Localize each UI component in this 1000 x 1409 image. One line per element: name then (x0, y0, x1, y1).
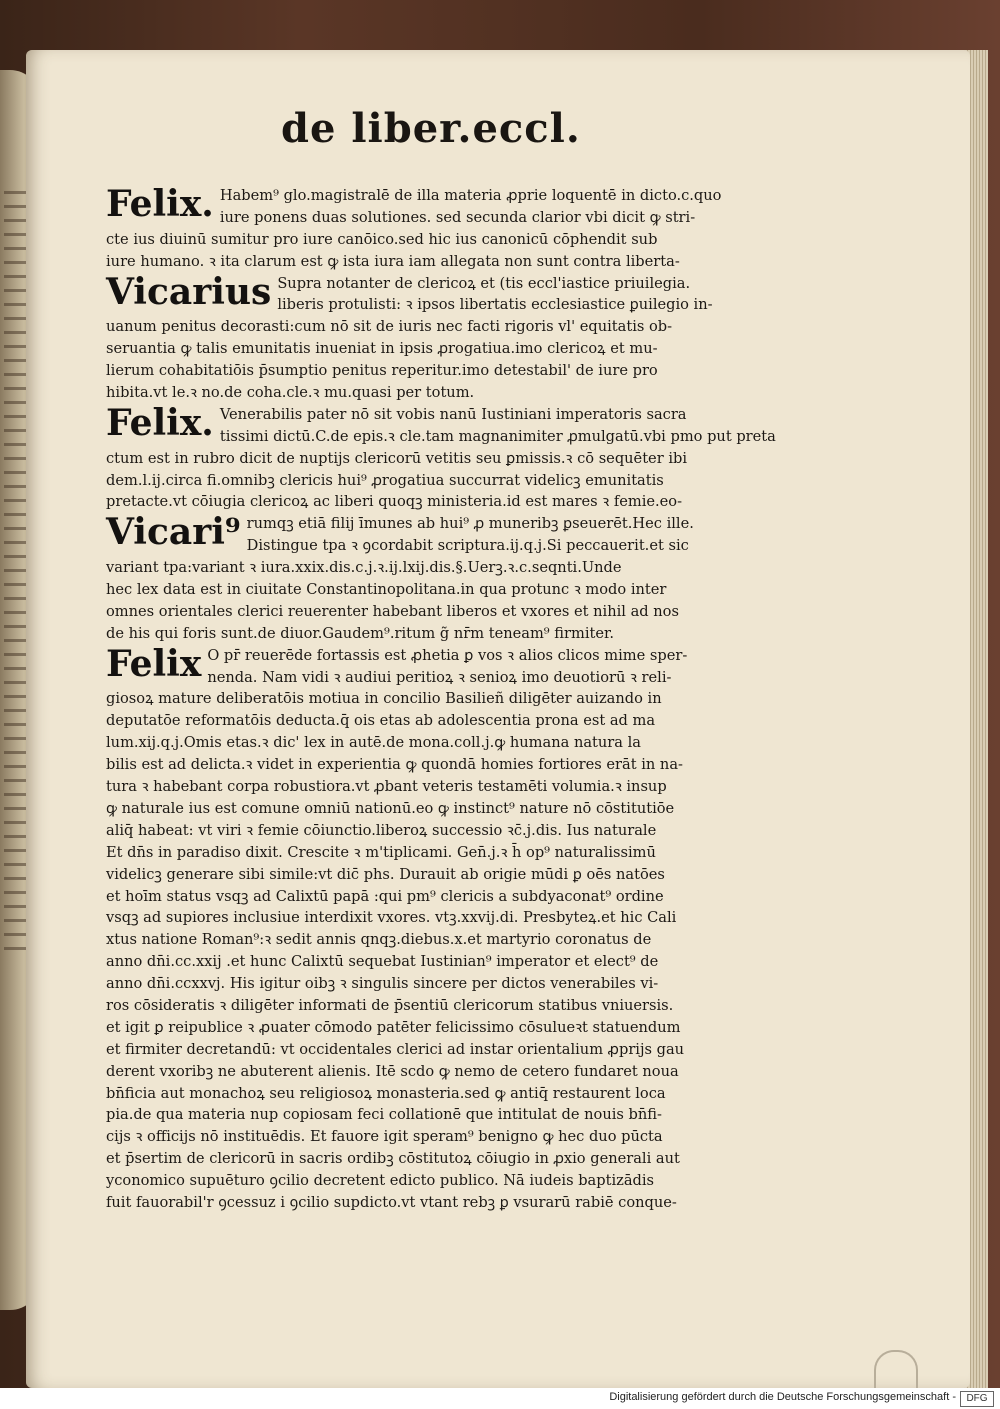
text-line: ꝙ naturale ius est comune omniū nationū.eo ꝙ instinct⁹ nature nō cōstitutiōe (106, 799, 675, 817)
text-line: ros cōsideratis ꝛ diligēter informati de p̄sentiū clericorum statibus vniuersis. (106, 996, 674, 1014)
text-line: uanum penitus decorasti:cum nō sit de iuris nec facti rigoris vl' equitatis ob- (106, 318, 673, 336)
speaker-name: Felix. (106, 401, 214, 444)
text-line: iure ponens duas solutiones. sed secunda clarior vbi dicit ꝙ stri- (219, 208, 696, 226)
dialogue-block (106, 513, 786, 644)
text-line: bn̄ficia aut monachoꝝ seu religiosoꝝ monasteria.sed ꝙ antiq̄ restaurent loca (106, 1084, 666, 1102)
running-header: de liber.eccl. (281, 105, 581, 152)
text-line: yconomico supuēturo ꝯcilio decretent edicto publico. Nā iudeis baptizādis (106, 1172, 655, 1190)
text-line: pretacte.vt cōiugia clericoꝝ ac liberi quoqꝫ ministeria.id est mares ꝛ femie.eo- (106, 493, 683, 511)
text-line: et firmiter decretandū: vt occidentales clerici ad instar orientalium ꝓprijs gau (106, 1040, 685, 1058)
dialogue-block (106, 401, 786, 513)
text-line: Habem⁹ glo.magistralē de illa materia ꝓprie loquentē in dicto.c.quo (219, 187, 722, 204)
speaker-name: Vicari⁹ (106, 511, 241, 554)
text-line: anno dn̄i.ccxxvj. His igitur oibꝫ ꝛ singulis sincere per dictos venerabiles vi- (106, 975, 659, 993)
text-line: nenda. Nam vidi ꝛ audiui peritioꝝ ꝛ senioꝝ imo deuotiorū ꝛ reli- (207, 668, 672, 686)
footer-bar (0, 1388, 1000, 1409)
text-line: cijs ꝛ officijs nō instituēdis. Et fauore igit speram⁹ benigno ꝙ hec duo pūcta (106, 1128, 663, 1146)
text-line: Distingue tpa ꝛ ꝯcordabit scriptura.ij.q.j.Si peccauerit.et sic (246, 537, 689, 555)
text-line: pia.de qua materia nup copiosam feci collationē que intitulat de nouis bn̄fi- (106, 1106, 662, 1124)
text-line: cte ius diuinū sumitur pro iure canōico.sed hic ius canonicū cōphendit sub (106, 230, 658, 248)
speaker-name: Felix. (106, 183, 214, 225)
main-text (106, 185, 786, 1214)
text-line: derent vxoribꝫ ne abuterent alienis. Itē scdo ꝙ nemo de cetero fundaret noua (106, 1062, 679, 1080)
dfg-logo: DFG (960, 1391, 994, 1407)
dialogue-block (106, 642, 786, 1214)
text-line: videlicꝫ generare sibi simile:vt dic̄ phs. Durauit ab origie mūdi ꝑ oēs natōes (106, 865, 665, 883)
text-line: hibita.vt le.ꝛ no.de coha.cle.ꝛ mu.quasi per totum. (106, 384, 475, 402)
text-line: bilis est ad delicta.ꝛ videt in experientia ꝙ quondā homies fortiores erāt in na- (106, 756, 683, 774)
footer-credit: Digitalisierung gefördert durch die Deutsche Forschungsgemeinschaft - (609, 1391, 956, 1403)
text-line: dem.l.ij.circa fi.omnibꝫ clericis hui⁹ ꝓrogatiua succurrat videlicꝫ emunitatis (106, 471, 664, 489)
text-line: de his qui foris sunt.de diuor.Gaudem⁹.ritum g̃ nr̄m teneam⁹ firmiter. (106, 624, 615, 642)
speaker-name: Vicarius (106, 270, 272, 313)
text-line: Et dn̄s in paradiso dixit. Crescite ꝛ m'tiplicami. Gen̄.j.ꝛ h̄ op⁹ naturalissimū (106, 843, 656, 861)
text-line: vsqꝫ ad supiores inclusiue interdixit vxores. vtꝫ.xxvij.di. Presbyteꝝ.et hic Cali (106, 909, 677, 927)
text-line: seruantia ꝙ talis emunitatis inueniat in ipsis ꝓrogatiua.imo clericoꝝ et mu- (106, 340, 658, 358)
text-line: deputatōe reformatōis deducta.q̄ ois etas ab adolescentia prona est ad ma (106, 712, 656, 730)
text-line: Supra notanter de clericoꝝ et (tis eccl'iastice priuilegia. (277, 274, 691, 292)
text-line: xtus natione Roman⁹:ꝛ sedit annis qnqꝫ.diebus.x.et martyrio coronatus de (106, 931, 652, 949)
text-line: fuit fauorabil'r ꝯcessuz i ꝯcilio supdicto.vt vtant rebꝫ ꝑ vsurarū rabiē conque- (106, 1193, 677, 1211)
book-page (26, 50, 970, 1388)
text-line: lum.xij.q.j.Omis etas.ꝛ dic' lex in autē.de mona.coll.j.ꝙ humana natura la (106, 734, 641, 752)
text-line: hec lex data est in ciuitate Constantinopolitana.in qua protunc ꝛ modo inter (106, 581, 667, 599)
text-line: iure humano. ꝛ ita clarum est ꝙ ista iura iam allegata non sunt contra liberta- (106, 252, 680, 270)
text-line: liberis protulisti: ꝛ ipsos libertatis ecclesiastice ꝑuilegio in- (277, 296, 713, 314)
text-line: tura ꝛ habebant corpa robustiora.vt ꝓbant veteris testamēti volumia.ꝛ insup (106, 778, 667, 796)
text-line: variant tpa:variant ꝛ iura.xxix.dis.c.j.ꝛ.ij.lxij.dis.§.Uerꝫ.ꝛ.c.seqnti.Unde (106, 559, 622, 577)
text-line: et p̄sertim de clericorū in sacris ordibꝫ cōstitutoꝝ cōiugio in ꝓxio generali aut (106, 1150, 680, 1168)
text-line: aliq̄ habeat: vt viri ꝛ femie cōiunctio.liberoꝝ successio ꝛc̄.j.dis. Ius naturale (106, 821, 657, 839)
speaker-name: Felix (106, 642, 202, 685)
text-line: et hoīm status vsqꝫ ad Calixtū papā :qui pm⁹ clericis a subdyaconat⁹ ordine (106, 887, 664, 905)
text-line: tissimi dictū.C.de epis.ꝛ cle.tam magnanimiter ꝓmulgatū.vbi pmo put preta (219, 427, 776, 445)
dialogue-block (106, 270, 786, 404)
text-line: O pr̄ reuerēde fortassis est ꝓhetia ꝑ vos ꝛ alios clicos mime sper- (207, 646, 688, 664)
text-line: et igit ꝑ reipublice ꝛ ꝓuater cōmodo patēter felicissimo cōsulueꝛt statuendum (106, 1018, 681, 1036)
text-line: Venerabilis pater nō sit vobis nanū Iustiniani imperatoris sacra (219, 405, 687, 423)
text-line: ctum est in rubro dicit de nuptijs clericorū vetitis seu ꝑmissis.ꝛ cō sequēter ibi (106, 449, 687, 467)
dialogue-block (106, 185, 786, 273)
text-line: anno dn̄i.cc.xxij .et hunc Calixtū sequebat Iustinian⁹ imperator et elect⁹ de (106, 953, 659, 971)
text-line: lierum cohabitatiōis p̄sumptio penitus reperitur.imo detestabil' de iure pro (106, 362, 658, 380)
text-line: giosoꝝ mature deliberatōis motiua in concilio Basilieñ diligēter auizando in (106, 690, 662, 708)
text-line: rumqꝫ etiā filij īmunes ab hui⁹ ꝓ muneribꝫ ꝑseuerēt.Hec ille. (246, 515, 694, 533)
text-line: omnes orientales clerici reuerenter habebant liberos et vxores et nihil ad nos (106, 602, 679, 620)
